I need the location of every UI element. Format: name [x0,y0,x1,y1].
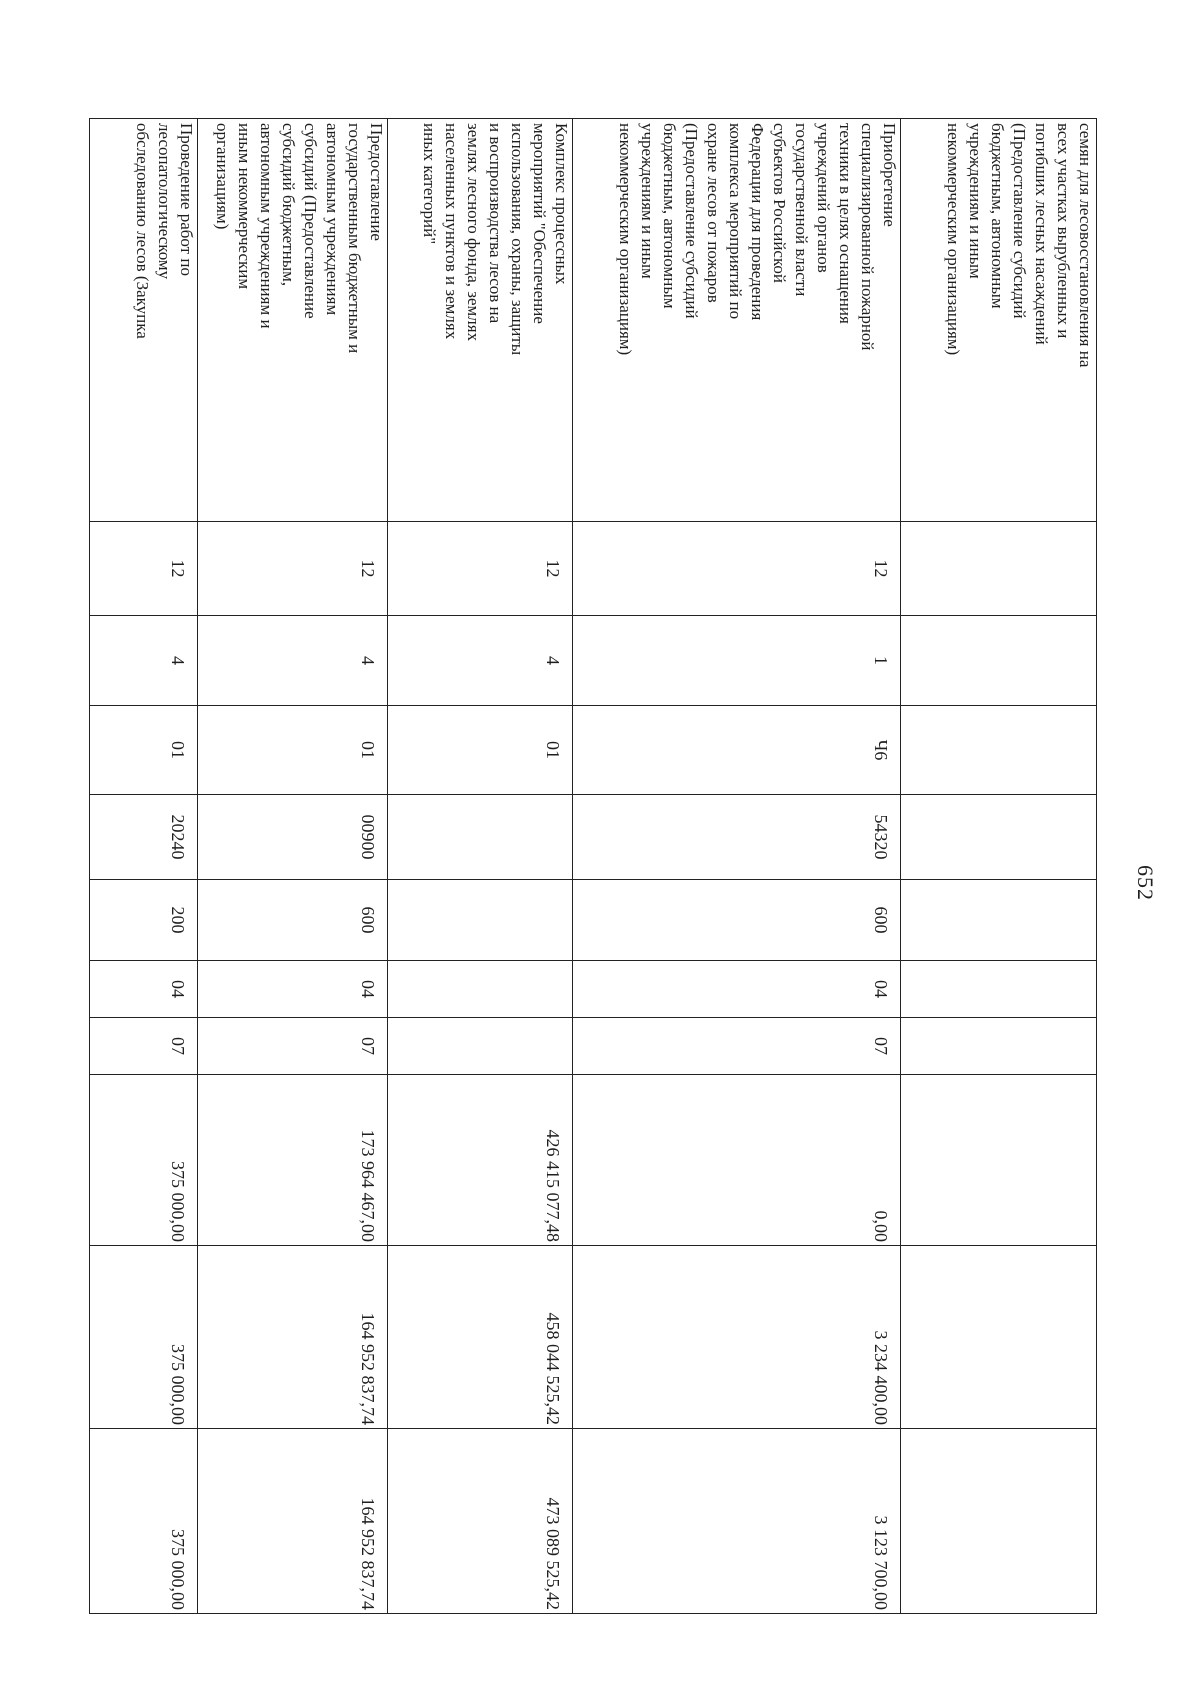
cell-code-4: 00900 [198,795,388,880]
row-name: Комплекс процессных мероприятий "Обеспечение использования, охраны, защиты и воспроизводства лесов на землях лесного фонда, землях населенных пунктов и землях иных категорий" [388,119,573,522]
cell-code-4: 54320 [573,795,901,880]
cell-amount-3 [901,1429,1097,1614]
cell-code-3: 01 [90,706,198,795]
cell-code-4 [388,795,573,880]
cell-amount-2: 458 044 525,42 [388,1246,573,1429]
cell-code-3: 01 [198,706,388,795]
cell-amount-3: 375 000,00 [90,1429,198,1614]
cell-amount-2: 375 000,00 [90,1246,198,1429]
row-name: Предоставление государственным бюджетным и автономным учреждениям субсидий (Предоставление субсидий бюджетным, автономным учреждениям и иным некоммерческим организациям) [198,119,388,522]
cell-amount-1: 173 964 467,00 [198,1075,388,1246]
cell-code-4: 20240 [90,795,198,880]
cell-code-2: 4 [388,616,573,706]
cell-code-6 [901,961,1097,1018]
cell-code-7: 07 [198,1018,388,1075]
budget-table [89,118,1097,1614]
cell-code-7: 07 [90,1018,198,1075]
cell-code-7 [388,1018,573,1075]
table-row [901,119,1097,1614]
cell-code-1: 12 [388,522,573,616]
cell-amount-1 [901,1075,1097,1246]
cell-amount-1: 0,00 [573,1075,901,1246]
cell-amount-1: 426 415 077,48 [388,1075,573,1246]
page-number: 652 [1133,865,1158,901]
cell-code-2 [901,616,1097,706]
cell-code-6 [388,961,573,1018]
cell-code-1 [901,522,1097,616]
cell-code-6: 04 [90,961,198,1018]
cell-code-7 [901,1018,1097,1075]
cell-code-3 [901,706,1097,795]
row-name: семян для лесовосстановления на всех участках вырубленных и погибших лесных насаждений (Предоставление субсидий бюджетным, автономным учреждениям и иным некоммерческим организациям) [901,119,1097,522]
cell-code-2: 4 [198,616,388,706]
cell-amount-3: 473 089 525,42 [388,1429,573,1614]
cell-code-4 [901,795,1097,880]
cell-code-5 [901,880,1097,961]
cell-amount-2: 3 234 400,00 [573,1246,901,1429]
cell-amount-1: 375 000,00 [90,1075,198,1246]
cell-code-1: 12 [573,522,901,616]
table-row [573,119,901,1614]
cell-code-2: 4 [90,616,198,706]
cell-code-5: 600 [198,880,388,961]
cell-code-5: 200 [90,880,198,961]
cell-code-2: 1 [573,616,901,706]
cell-amount-2 [901,1246,1097,1429]
cell-amount-3: 3 123 700,00 [573,1429,901,1614]
cell-code-3: 01 [388,706,573,795]
cell-amount-2: 164 952 837,74 [198,1246,388,1429]
table-row [90,119,198,1614]
cell-code-3: Ч6 [573,706,901,795]
cell-code-1: 12 [198,522,388,616]
table-row [198,119,388,1614]
cell-amount-3: 164 952 837,74 [198,1429,388,1614]
table-row [388,119,573,1614]
row-name: Приобретение специализированной пожарной техники в целях оснащения учреждений органов государственной власти субъектов Российской Федерации для проведения комплекса мероприятий по охране лесов от пожаров (Предоставление субсидий бюджетным, автономным учреждениям и иным некоммерческим организациям) [573,119,901,522]
cell-code-5: 600 [573,880,901,961]
row-name: Проведение работ по лесопатологическому обследованию лесов (Закупка [90,119,198,522]
cell-code-5 [388,880,573,961]
cell-code-6: 04 [573,961,901,1018]
cell-code-6: 04 [198,961,388,1018]
cell-code-7: 07 [573,1018,901,1075]
cell-code-1: 12 [90,522,198,616]
